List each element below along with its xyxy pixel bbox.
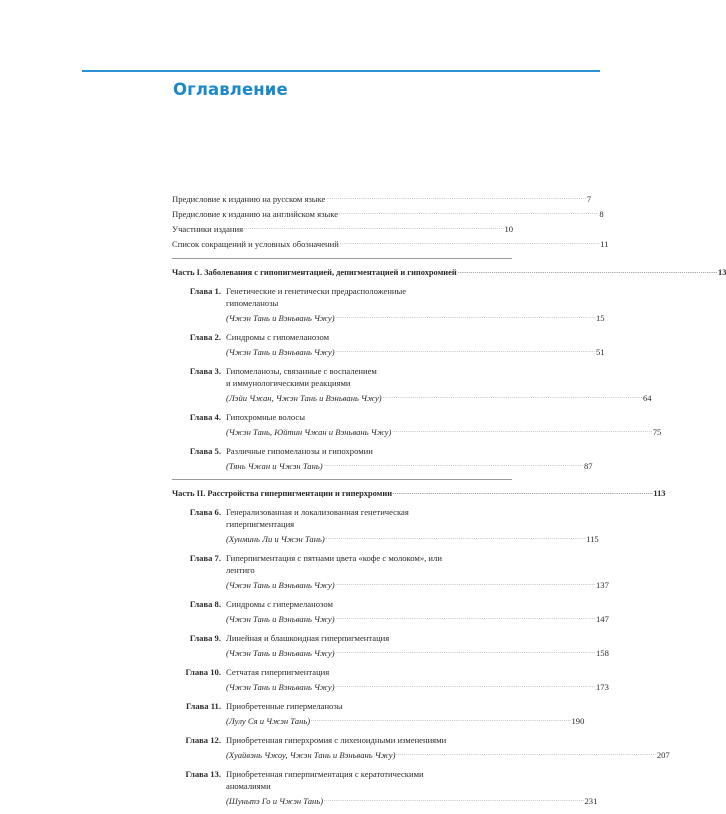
leader-dots [396,746,655,761]
leader-dots [458,265,717,279]
toc-chapter-3[interactable] [172,365,652,404]
toc-entry-page: 10 [504,224,514,234]
leader-dots [383,389,642,404]
toc-chapter-5[interactable] [172,445,593,472]
section-divider [172,258,512,259]
toc-chapter-11[interactable] [172,700,585,727]
chapter-authors: (Чжэн Тань и Вэньвань Чжу) [226,313,335,323]
chapter-authors: (Чжэн Тань и Вэньвань Чжу) [226,580,335,590]
chapter-page: 87 [583,461,593,471]
table-of-contents [172,190,726,814]
toc-chapter-6[interactable] [172,506,599,545]
chapter-title-line: Сетчатая гиперпигментация [226,667,330,677]
chapter-title-line: Гиперпигментация с пятнами цвета «кофе с молоком», или [226,553,442,563]
chapter-title-line: Гипохромные волосы [226,412,305,422]
chapter-label: Глава 7. [189,553,221,563]
chapter-authors: (Чжэн Тань, Юйтин Чжан и Вэньвань Чжу) [226,427,392,437]
chapter-title-line: Гипомеланозы, связанные с воспалением [226,366,377,376]
chapter-authors: (Шуньтэ Го и Чжэн Тань) [226,796,324,806]
toc-entry[interactable] [172,205,604,220]
chapter-title-line: гиперпигментация [226,519,295,529]
chapter-label: Глава 10. [185,667,221,677]
chapter-label: Глава 11. [186,701,221,711]
chapter-label: Глава 5. [189,446,221,456]
chapter-label: Глава 13. [185,769,221,779]
chapter-authors: (Хуайвэнь Чжоу, Чжэн Тань и Вэньвань Чжу) [226,750,396,760]
leader-dots [392,423,651,438]
leader-dots [336,576,595,591]
page-title: Оглавление [173,80,288,99]
chapter-authors: (Чжэн Тань и Вэньвань Чжу) [226,347,335,357]
toc-chapter-1[interactable] [172,285,605,324]
toc-entry-page: 8 [599,209,604,219]
leader-dots [336,644,595,659]
toc-entry-page: 11 [600,239,609,249]
section-divider [172,479,512,480]
chapter-title-line: Приобретенная гиперпигментация с кератотическими [226,769,424,779]
chapter-title-line: Линейная и блашкоидная гиперпигментация [226,633,390,643]
part-page: 113 [653,489,666,498]
leader-dots [244,220,503,235]
toc-chapter-2[interactable] [172,331,605,358]
chapter-label: Глава 2. [189,332,221,342]
chapter-title-line: Синдромы с гипермеланозом [226,599,333,609]
chapter-page: 190 [571,716,585,726]
chapter-page: 51 [595,347,605,357]
chapter-page: 115 [586,534,599,544]
toc-entry[interactable] [172,235,609,250]
chapter-title-line: Генетические и генетически предрасположенные [226,286,407,296]
leader-dots [324,457,583,472]
toc-chapter-8[interactable] [172,598,609,625]
chapter-title-line: аномалиями [226,781,271,791]
chapter-authors: (Хунминь Ли и Чжэн Тань) [226,534,325,544]
toc-part-1[interactable] [172,265,726,279]
chapter-authors: (Чжэн Тань и Вэньвань Чжу) [226,614,335,624]
chapter-authors: (Тянь Чжан и Чжэн Тань) [226,461,323,471]
leader-dots [340,235,599,250]
chapter-label: Глава 9. [189,633,221,643]
leader-dots [326,190,585,205]
chapter-label: Глава 1. [189,286,221,296]
part-page: 13 [718,268,726,277]
toc-chapter-7[interactable] [172,552,609,591]
chapter-authors: (Лулу Ся и Чжэн Тань) [226,716,311,726]
part-title: Часть II. Расстройства гиперпигментации и гиперхромии [172,489,393,498]
leader-dots [336,610,595,625]
toc-entry-page: 7 [586,194,591,204]
chapter-label: Глава 12. [185,735,221,745]
front-matter [172,190,609,250]
chapter-authors: (Чжэн Тань и Вэньвань Чжу) [226,682,335,692]
chapter-label: Глава 3. [189,366,221,376]
chapter-label: Глава 6. [189,507,221,517]
chapter-page: 137 [595,580,609,590]
chapter-authors: (Чжэн Тань и Вэньвань Чжу) [226,648,335,658]
chapter-page: 173 [595,682,609,692]
leader-dots [326,530,585,545]
leader-dots [339,205,598,220]
chapter-title-line: Синдромы с гипомеланозом [226,332,330,342]
toc-entry-title: Предисловие к изданию на английском языке [172,209,339,219]
toc-chapter-13[interactable] [172,768,598,807]
toc-part-2[interactable] [172,486,666,500]
chapter-page: 147 [595,614,609,624]
toc-chapter-4[interactable] [172,411,662,438]
chapter-title-line: и иммунологическими реакциями [226,378,351,388]
chapter-title-line: Приобретенные гипермеланозы [226,701,343,711]
toc-chapter-9[interactable] [172,632,609,659]
chapter-label: Глава 4. [189,412,221,422]
toc-entry[interactable] [172,220,512,235]
toc-entry-title: Участники издания [172,224,244,234]
chapter-title-line: лентиго [226,565,255,575]
part-title: Часть I. Заболевания с гипопигментацией, депигментацией и гипохромией [172,268,457,277]
leader-dots [336,309,595,324]
chapter-title-line: Различные гипомеланозы и гипохромии [226,446,373,456]
leader-dots [324,792,583,807]
leader-dots [336,678,595,693]
toc-entry-title: Предисловие к изданию на русском языке [172,194,326,204]
chapter-page: 15 [595,313,605,323]
chapter-page: 64 [642,393,652,403]
toc-entry[interactable] [172,190,591,205]
leader-dots [311,712,570,727]
toc-entry-title: Список сокращений и условных обозначений [172,239,339,249]
chapter-title-line: гипомеланозы [226,298,279,308]
leader-dots [393,486,652,500]
chapter-label: Глава 8. [189,599,221,609]
toc-chapter-10[interactable] [172,666,609,693]
chapter-title-line: Приобретенная гиперхромия с лихеноидными изменениями [226,735,447,745]
leader-dots [336,343,595,358]
chapter-authors: (Лэйи Чжан, Чжэн Тань и Вэньвань Чжу) [226,393,382,403]
chapter-page: 231 [584,796,598,806]
chapter-page: 207 [656,750,670,760]
chapter-page: 158 [595,648,609,658]
chapter-title-line: Генерализованная и локализованная генетическая [226,507,409,517]
toc-chapter-12[interactable] [172,734,670,761]
chapter-page: 75 [652,427,662,437]
header-rule [82,70,600,72]
